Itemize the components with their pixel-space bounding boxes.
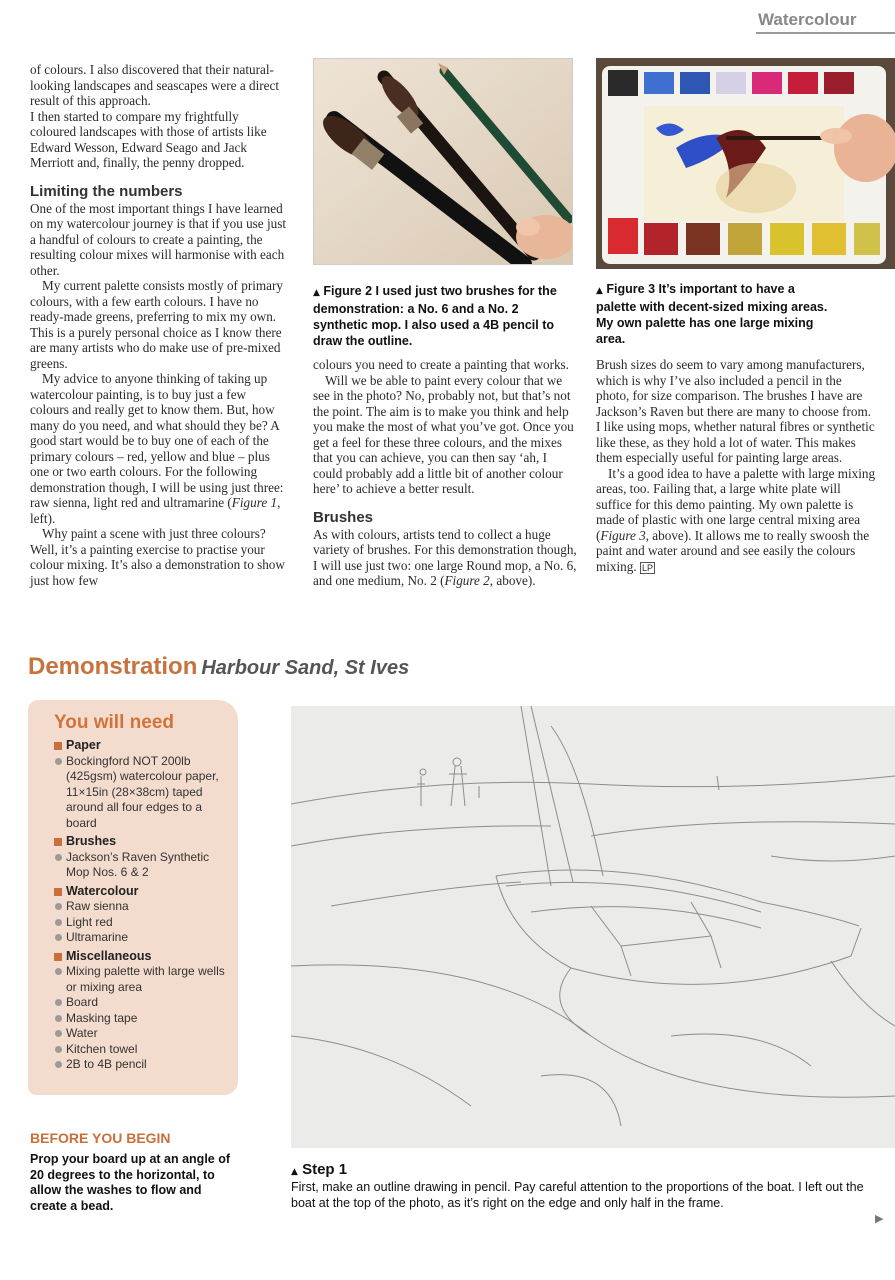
section-tag: Watercolour: [756, 10, 895, 34]
materials-item: Board: [54, 995, 228, 1011]
materials-item: Water: [54, 1026, 228, 1042]
paragraph: of colours. I also discovered that their natural-looking landscapes and seascapes were a direct result of this approach.: [30, 62, 279, 108]
triangle-up-icon: ▲: [596, 286, 603, 296]
article-column-2: [313, 357, 578, 589]
paragraph: Why paint a scene with just three colours? Well, it’s a painting exercise to practise your colour mixing. It’s also a demonstration to show just how few: [30, 526, 285, 588]
paragraph: Brush sizes do seem to vary among manufacturers, which is why I’ve also included a pencil in the photo, for size comparison. The brushes I have are Jackson’s Raven but there are many to choose from. I like using mops, whether natural fibres or synthetic like these, as they hold a lot of water. This makes them especially useful for painting large areas.: [596, 357, 875, 465]
paragraph: As with colours, artists tend to collect a huge variety of brushes. For this demonstration though, I will use just two: one large Round mop, a No. 6, and one medium, No. 2 (Figure 2, above).: [313, 526, 577, 588]
triangle-up-icon: ▲: [291, 1167, 298, 1177]
paragraph: One of the most important things I have learned on my watercolour journey is that if you use just a handful of colours to create a painting, the resulting colour mixes will harmonise with each other.: [30, 200, 287, 278]
materials-category: Paper: [54, 738, 228, 754]
paragraph: colours you need to create a painting that works.: [313, 357, 569, 372]
materials-item: Mixing palette with large wells or mixing area: [54, 964, 228, 995]
materials-item: Masking tape: [54, 1011, 228, 1027]
materials-category: Watercolour: [54, 884, 228, 900]
materials-category: Miscellaneous: [54, 949, 228, 965]
materials-item: Light red: [54, 915, 228, 931]
materials-title: You will need: [54, 712, 174, 733]
triangle-right-icon[interactable]: ▶: [875, 1212, 884, 1225]
figure-3-photo: [596, 58, 895, 269]
paragraph: My current palette consists mostly of primary colours, with a few earth colours. I have no ready-made greens, preferring to mix my own. This is a purely personal choice as I know there are many artists who do make use of pre-mixed greens.: [30, 278, 283, 371]
demo-subtitle: Harbour Sand, St Ives: [201, 657, 410, 679]
paragraph: I then started to compare my frightfully coloured landscapes with those of artists like Edward Wesson, Edward Seago and Jack Merriott and, finally, the penny dropped.: [30, 108, 267, 170]
paragraph: It’s a good idea to have a palette with large mixing areas, too. Failing that, a large white plate will suffice for this demo painting. My own palette is made of plastic with one large central mixing area (Figure 3, above). It allows me to really swoosh the paint and water around and see easily the colours mixing. LP: [596, 465, 876, 574]
paragraph: Will we be able to paint every colour that we see in the photo? No, probably not, but that’s not the point. The aim is to make you think and help you make the most of what you’ve got. Once you get a feel for these three colours, and the mixes that you can achieve, you can then say ‘ah, I could probably add a little bit of another colour here’ to achieve a better result.: [313, 372, 574, 496]
materials-item: Raw sienna: [54, 899, 228, 915]
materials-box: [28, 700, 238, 1095]
before-you-begin-text: Prop your board up at an angle of 20 degrees to the horizontal, to allow the washes to flow and create a bead.: [30, 1152, 231, 1213]
step-1-title: ▲ Step 1: [291, 1161, 348, 1178]
before-you-begin-title: BEFORE YOU BEGIN: [30, 1130, 171, 1146]
demo-heading: Demonstration: [28, 653, 198, 680]
figure-ref: Figure 2: [444, 573, 490, 588]
materials-item: Jackson’s Raven Synthetic Mop Nos. 6 & 2: [54, 850, 228, 881]
end-mark: LP: [641, 562, 653, 573]
article-column-3: [596, 357, 876, 576]
materials-item: Kitchen towel: [54, 1042, 228, 1058]
step-1-text: First, make an outline drawing in pencil. Pay careful attention to the proportions of the boat. I left out the boat at the top of the photo, as it’s right on the edge and only half in the frame.: [291, 1180, 864, 1210]
figure-3-caption: ▲ Figure 3 It’s important to have a palette with decent-sized mixing areas. My own palette has one large mixing area.: [596, 282, 828, 346]
subheading-limiting: Limiting the numbers: [30, 182, 183, 200]
article-column-1: [30, 62, 288, 588]
step-1-sketch-photo: [291, 706, 895, 1148]
figure-2-photo: [313, 58, 573, 265]
paragraph: My advice to anyone thinking of taking up watercolour painting, is to buy just a few colours and really get to know them. But, how many do you need, and what should they be? A good start would be to buy one of each of the primary colours – red, yellow and blue – plus one or two earth colours. For the following demonstration though, I will be using just three: raw sienna, light red and ultramarine (Figure 1, left).: [30, 371, 284, 526]
materials-item: Bockingford NOT 200lb (425gsm) watercolour paper, 11×15in (28×38cm) taped around all four edges to a board: [54, 754, 228, 832]
materials-category: Brushes: [54, 834, 228, 850]
triangle-up-icon: ▲: [313, 288, 320, 298]
subheading-brushes: Brushes: [313, 508, 374, 526]
figure-2-caption: ▲ Figure 2 I used just two brushes for the demonstration: a No. 6 and a No. 2 synthetic mop. I also used a 4B pencil to draw the outline.: [313, 284, 557, 348]
materials-item: Ultramarine: [54, 930, 228, 946]
materials-item: 2B to 4B pencil: [54, 1057, 228, 1073]
figure-ref: Figure 3: [600, 527, 646, 543]
figure-ref: Figure 1: [231, 495, 278, 510]
demonstration-title: [28, 653, 548, 687]
